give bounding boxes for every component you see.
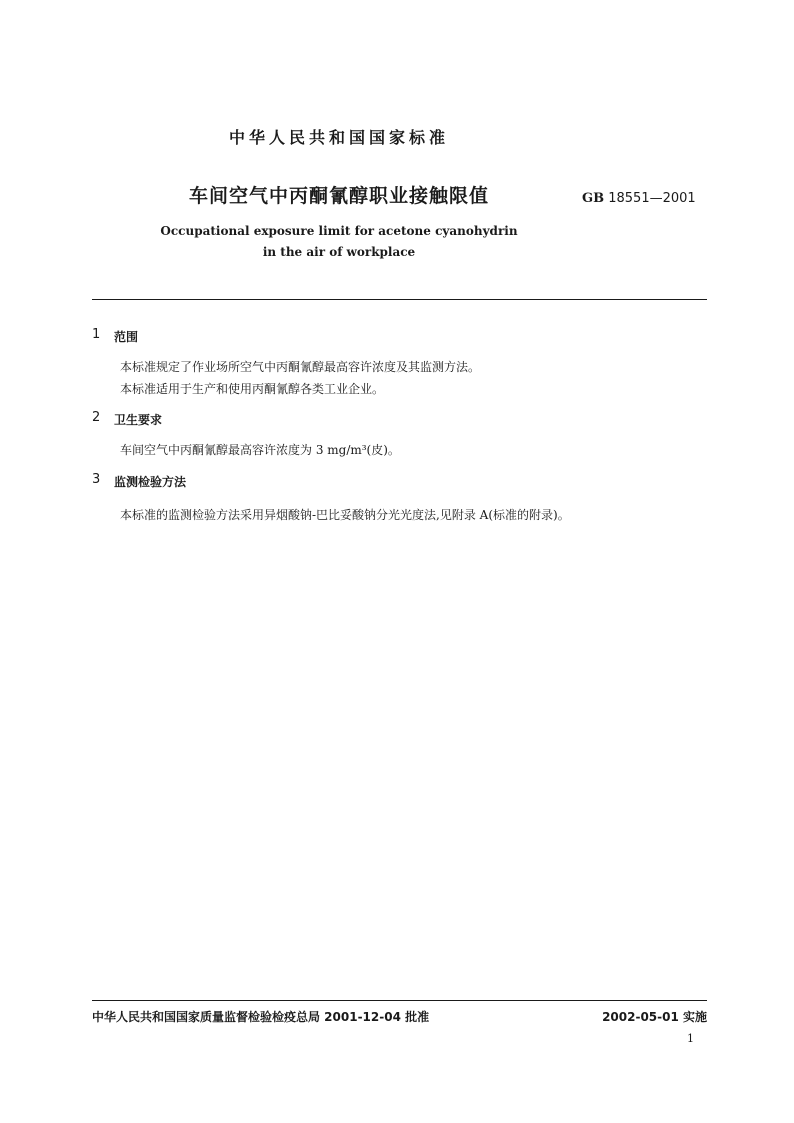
implementation-date: 2002-05-01 实施 [602,1010,707,1024]
section-2-title: 卫生要求 [114,413,163,427]
footer-divider [92,1000,707,1001]
section-1-number: 1 [92,327,101,342]
section-3-paragraph-1: 本标准的监测检验方法采用异烟酸钠-巴比妥酸钠分光光度法,见附录 A(标准的附录)。 [120,508,570,522]
standard-code-number: 18551—2001 [608,191,696,206]
approval-line: 中华人民共和国国家质量监督检验检疫总局 2001-12-04 批准 [92,1010,430,1024]
standard-code-prefix: GB [582,191,605,206]
document-title-en-line1: Occupational exposure limit for acetone cyanohydrin [160,224,518,238]
section-1-title: 范围 [114,330,139,344]
section-2-paragraph-1: 车间空气中丙酮氰醇最高容许浓度为 3 mg/m³(皮)。 [120,443,400,457]
page-number: 1 [687,1032,694,1045]
section-1-paragraph-1: 本标准规定了作业场所空气中丙酮氰醇最高容许浓度及其监测方法。 [120,360,481,374]
standard-code [582,191,696,206]
section-2-number: 2 [92,410,101,425]
section-3-title: 监测检验方法 [114,475,187,489]
section-1-paragraph-2: 本标准适用于生产和使用丙酮氰醇各类工业企业。 [120,382,385,396]
document-title-en-line2: in the air of workplace [262,245,416,259]
section-3-number: 3 [92,472,101,487]
standard-org-heading: 中华人民共和国国家标准 [228,128,449,147]
header-divider [92,299,707,300]
document-title-cn: 车间空气中丙酮氰醇职业接触限值 [188,185,489,207]
